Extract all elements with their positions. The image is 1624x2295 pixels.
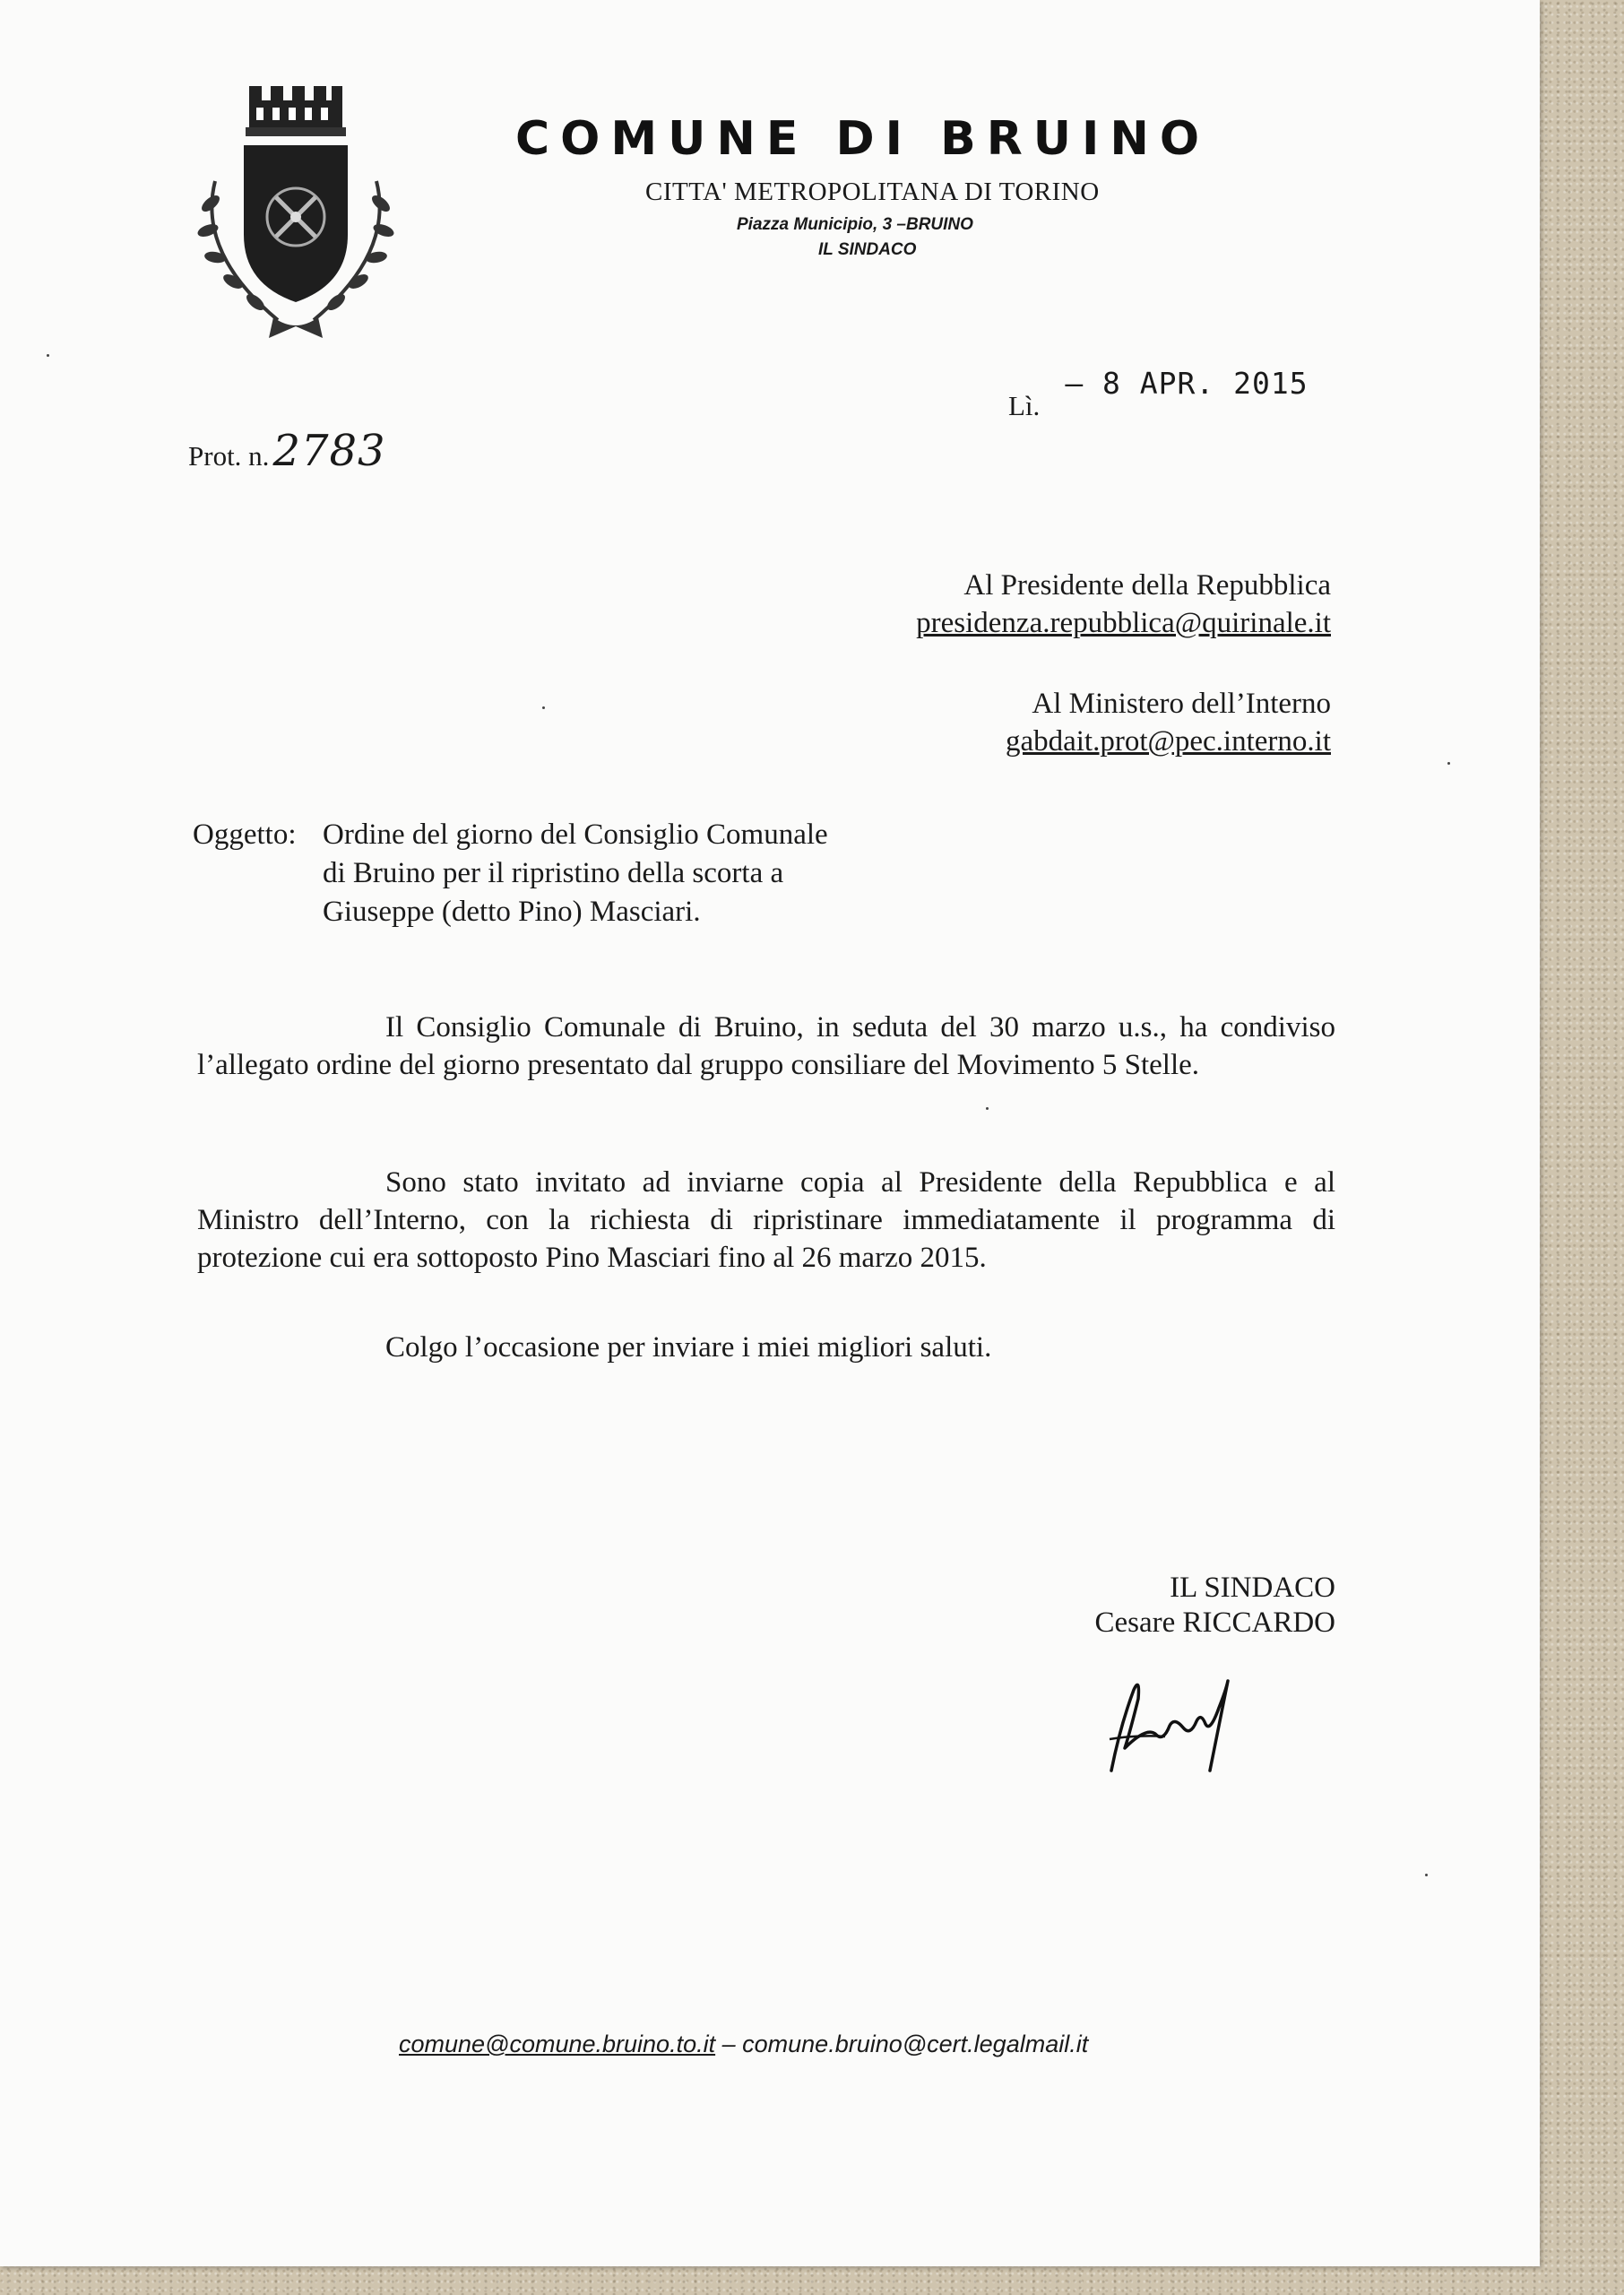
protocol-label: Prot. n. xyxy=(188,440,270,472)
protocol-line xyxy=(188,426,386,476)
subject-line: di Bruino per il ripristino della scorta a xyxy=(323,857,784,889)
recipient-block xyxy=(435,685,1331,760)
footer-separator: – xyxy=(715,2031,743,2057)
scan-speck xyxy=(986,1107,989,1110)
body-paragraph: Il Consiglio Comunale di Bruino, in seduta del 30 marzo u.s., ha condiviso l’allegato ordine del giorno presentato dal gruppo consiliare del Movimento 5 Stelle. xyxy=(197,1011,1335,1081)
place-label: Lì. xyxy=(1008,390,1041,421)
metropolitan-city-subtitle: CITTA' METROPOLITANA DI TORINO xyxy=(645,178,1100,206)
dateline xyxy=(1008,366,1309,422)
recipient-email[interactable]: presidenza.repubblica@quirinale.it xyxy=(916,607,1331,639)
scan-speck xyxy=(1425,1874,1428,1876)
body-paragraph: Sono stato invitato ad inviarne copia al Presidente della Repubblica e al Ministro dell’Interno, con la richiesta di ripristinare immediatamente il programma di protezione cui era sottoposto Pino Masciari fino al 26 marzo 2015. xyxy=(197,1166,1335,1274)
municipality-address: Piazza Municipio, 3 –BRUINO xyxy=(737,215,973,234)
signatory-title: IL SINDACO xyxy=(1170,1572,1335,1604)
subject-label: Oggetto: xyxy=(193,818,297,851)
office-heading: IL SINDACO xyxy=(818,240,917,259)
signatory-name: Cesare RICCARDO xyxy=(1094,1606,1335,1639)
protocol-number: 2783 xyxy=(272,426,386,476)
date-stamp: – 8 APR. 2015 xyxy=(1065,366,1309,401)
subject-line: Giuseppe (detto Pino) Masciari. xyxy=(323,896,701,928)
scan-speck xyxy=(1447,762,1450,765)
scan-speck xyxy=(542,706,545,709)
scan-speck xyxy=(47,354,49,357)
recipient-name: Al Ministero dell’Interno xyxy=(1032,688,1331,720)
recipient-name: Al Presidente della Repubblica xyxy=(963,569,1331,602)
subject-block xyxy=(193,816,828,931)
municipality-title: COMUNE DI BRUINO xyxy=(515,112,1211,166)
subject-line: Ordine del giorno del Consiglio Comunale xyxy=(323,818,828,851)
municipal-crest-icon xyxy=(179,82,412,342)
footer-email-link[interactable]: comune@comune.bruino.to.it xyxy=(399,2031,716,2057)
handwritten-signature xyxy=(1084,1672,1255,1780)
recipient-email[interactable]: gabdait.prot@pec.interno.it xyxy=(1005,725,1331,758)
footer-pec[interactable]: comune.bruino@cert.legalmail.it xyxy=(742,2031,1089,2057)
recipient-block xyxy=(435,567,1331,642)
footer-contacts xyxy=(399,2031,1088,2058)
closing-paragraph: Colgo l’occasione per inviare i miei migliori saluti. xyxy=(385,1331,992,1364)
